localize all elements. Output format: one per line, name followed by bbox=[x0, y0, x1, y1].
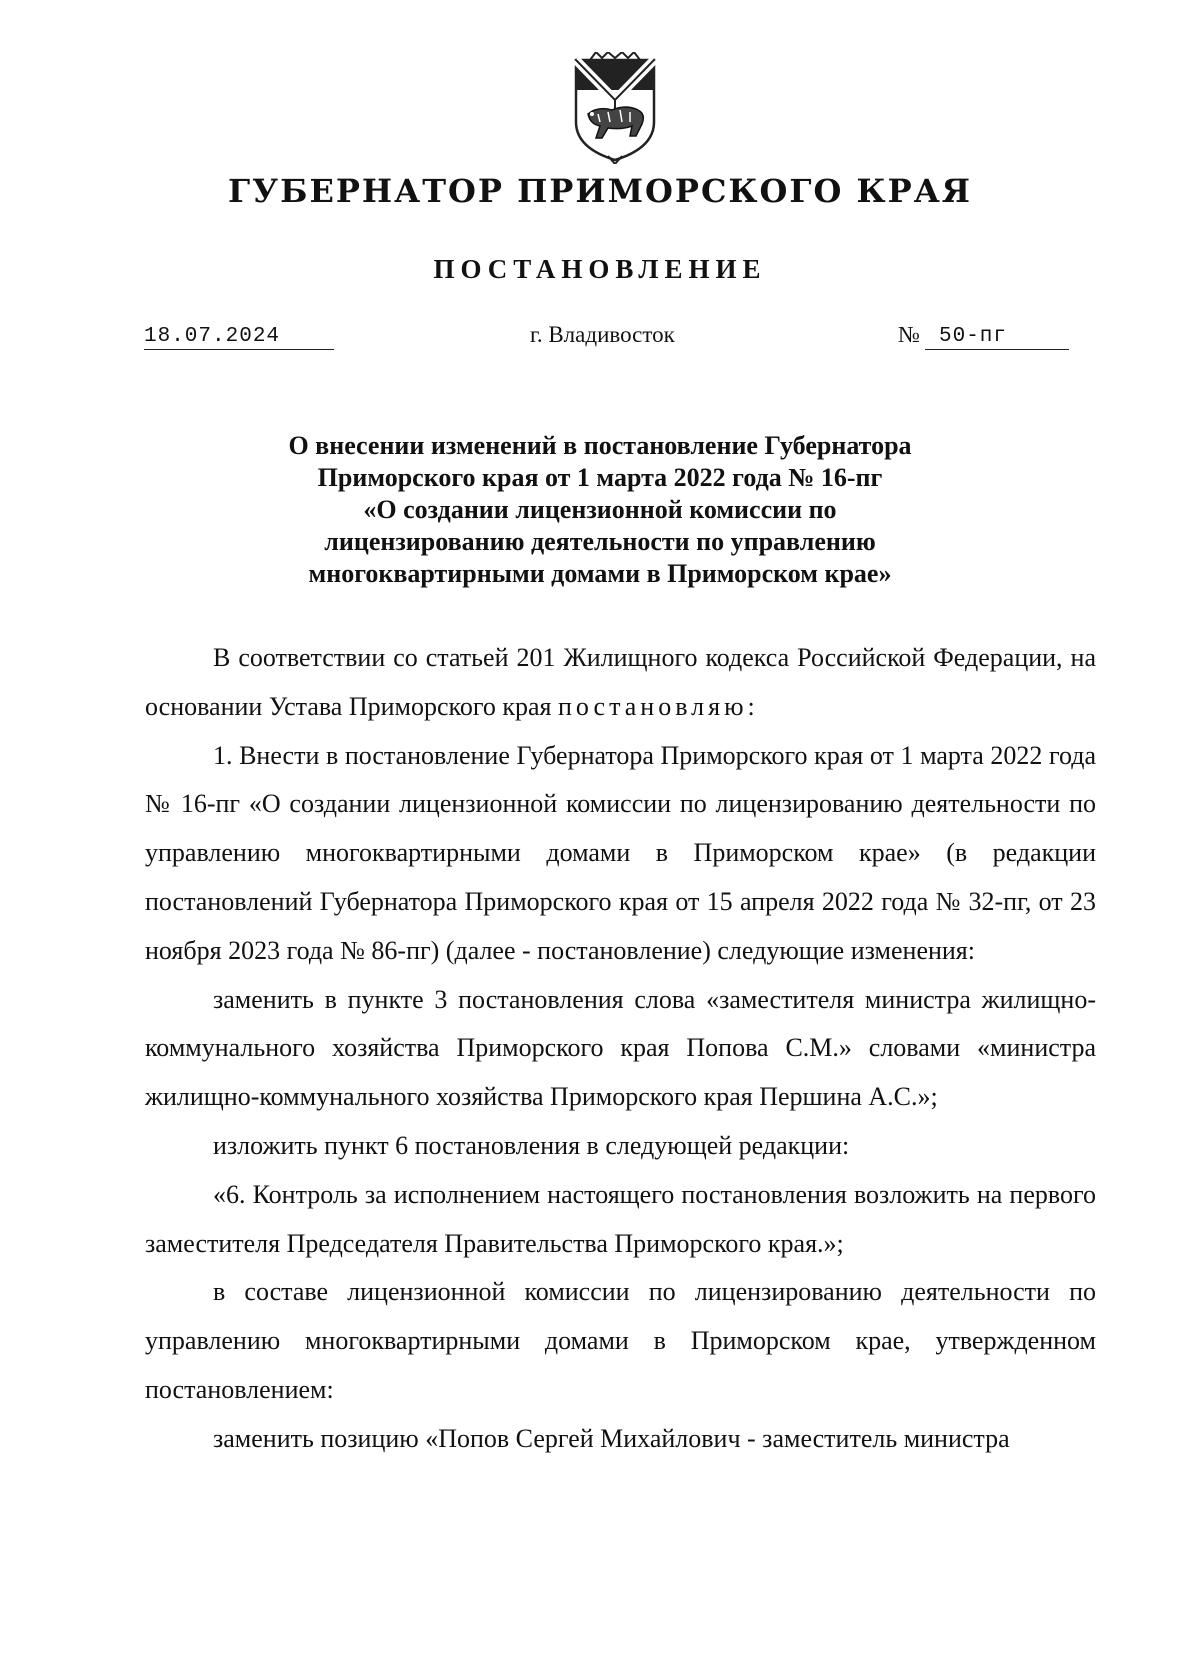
document-number-sign: № bbox=[898, 322, 920, 347]
body-paragraph-6: заменить позицию «Попов Сергей Михайлович - заместитель министра bbox=[213, 1423, 1010, 1453]
body-paragraph-1: 1. Внести в постановление Губернатора Приморского края от 1 марта 2022 года № 16-пг «О создании лицензионной комиссии по лицензированию деятельности по управлению многоквартирными домами в Приморском крае» (в редакции постановлений Губернатора Приморского края от 15 апреля 2022 года № 32-пг, от 23 ноября 2023 года № 86-пг) (далее - постановление) следующие изменения: bbox=[145, 740, 1096, 965]
preamble-end: : bbox=[747, 691, 755, 721]
title-line: Приморского края от 1 марта 2022 года № 16-пг bbox=[317, 463, 883, 492]
title-line: «О создании лицензионной комиссии по bbox=[363, 495, 837, 524]
coat-of-arms-emblem bbox=[568, 52, 662, 164]
body-paragraph-5: в составе лицензионной комиссии по лицензированию деятельности по управлению многоквартирными домами в Приморском крае, утвержденном постановлением: bbox=[145, 1277, 1096, 1404]
title-line: лицензированию деятельности по управлению bbox=[324, 527, 876, 556]
preamble-emphasis: постановляю bbox=[557, 691, 748, 721]
document-number: 50-пг bbox=[925, 325, 1069, 350]
document-date: 18.07.2024 bbox=[144, 325, 334, 350]
issuing-authority: ГУБЕРНАТОР ПРИМОРСКОГО КРАЯ bbox=[228, 172, 972, 210]
document-body bbox=[145, 634, 1096, 1464]
title-line: многоквартирными домами в Приморском крае» bbox=[308, 559, 892, 588]
document-city: г. Владивосток bbox=[530, 322, 675, 347]
document-type: ПОСТАНОВЛЕНИЕ bbox=[433, 254, 767, 284]
preamble-text: В соответствии со статьей 201 Жилищного кодекса Российской Федерации, на основании Устава Приморского края bbox=[145, 643, 1096, 721]
title-line: О внесении изменений в постановление Губернатора bbox=[288, 431, 912, 460]
body-paragraph-3: изложить пункт 6 постановления в следующей редакции: bbox=[213, 1130, 850, 1160]
document-title bbox=[0, 430, 1200, 590]
body-paragraph-2: заменить в пункте 3 постановления слова «заместителя министра жилищно-коммунального хозяйства Приморского края Попова С.М.» словами «министра жилищно-коммунального хозяйства Приморского края Першина А.С.»; bbox=[145, 984, 1096, 1112]
body-paragraph-preamble bbox=[145, 634, 1096, 732]
body-paragraph-4: «6. Контроль за исполнением настоящего постановления возложить на первого заместителя Председателя Правительства Приморского края.»; bbox=[145, 1179, 1096, 1258]
